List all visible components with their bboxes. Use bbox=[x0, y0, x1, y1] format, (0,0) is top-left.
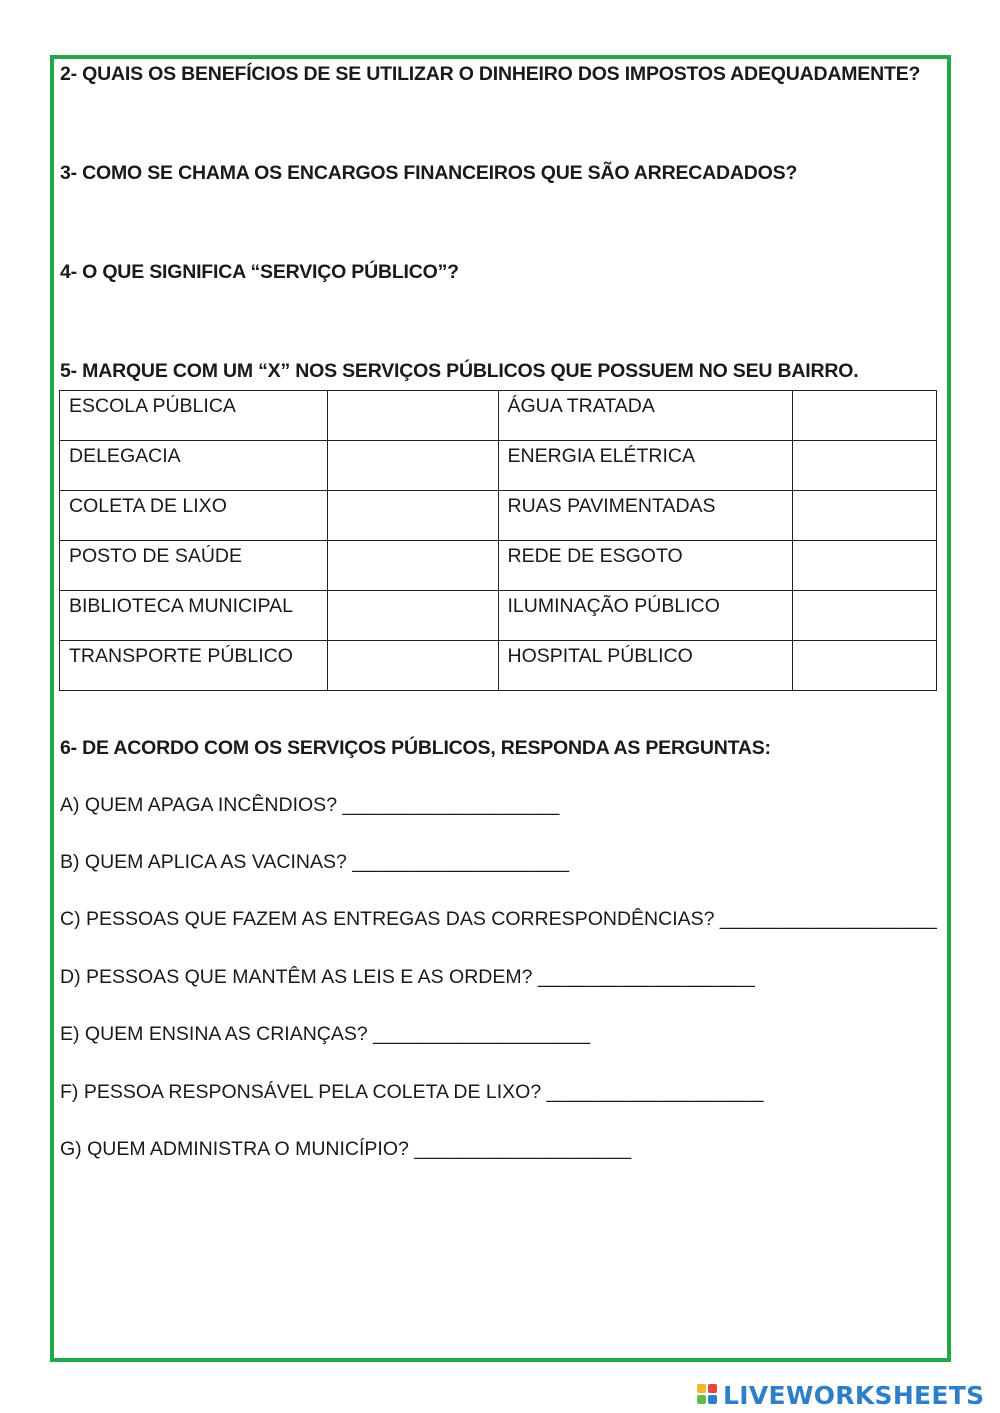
answer-blank-d[interactable]: ____________________ bbox=[537, 966, 755, 988]
sub-question-prompt: C) PESSOAS QUE FAZEM AS ENTREGAS DAS CORRESPONDÊNCIAS? bbox=[60, 908, 715, 930]
sub-question-prompt: A) QUEM APAGA INCÊNDIOS? bbox=[60, 794, 338, 816]
service-check-box[interactable] bbox=[793, 491, 937, 541]
table-row bbox=[60, 641, 937, 691]
question-5: 5- MARQUE COM UM “X” NOS SERVIÇOS PÚBLICOS QUE POSSUEM NO SEU BAIRRO. bbox=[60, 360, 859, 382]
worksheet-frame bbox=[50, 55, 951, 1362]
service-check-box[interactable] bbox=[327, 541, 498, 591]
sub-question-prompt: E) QUEM ENSINA AS CRIANÇAS? bbox=[60, 1023, 368, 1045]
table-row bbox=[60, 391, 937, 441]
service-label: ENERGIA ELÉTRICA bbox=[498, 441, 793, 491]
answer-blank-b[interactable]: ____________________ bbox=[352, 851, 570, 873]
service-label: ESCOLA PÚBLICA bbox=[60, 391, 328, 441]
table-row bbox=[60, 491, 937, 541]
answer-blank-a[interactable]: ____________________ bbox=[342, 794, 560, 816]
question-2: 2- QUAIS OS BENEFÍCIOS DE SE UTILIZAR O DINHEIRO DOS IMPOSTOS ADEQUADAMENTE? bbox=[60, 63, 921, 85]
services-table bbox=[59, 390, 937, 691]
service-label: HOSPITAL PÚBLICO bbox=[498, 641, 793, 691]
service-label: COLETA DE LIXO bbox=[60, 491, 328, 541]
service-label: ÁGUA TRATADA bbox=[498, 391, 793, 441]
table-row bbox=[60, 591, 937, 641]
sub-question-prompt: F) PESSOA RESPONSÁVEL PELA COLETA DE LIXO? bbox=[60, 1081, 542, 1103]
service-check-box[interactable] bbox=[793, 541, 937, 591]
sub-question-prompt: B) QUEM APLICA AS VACINAS? bbox=[60, 851, 347, 873]
service-label: REDE DE ESGOTO bbox=[498, 541, 793, 591]
answer-blank-c[interactable]: ____________________ bbox=[719, 908, 937, 930]
liveworksheets-logo[interactable] bbox=[697, 1380, 984, 1410]
sub-question-e bbox=[60, 1023, 590, 1046]
service-label: POSTO DE SAÚDE bbox=[60, 541, 328, 591]
sub-question-f bbox=[60, 1081, 764, 1104]
sub-question-b bbox=[60, 851, 569, 874]
sub-question-c bbox=[60, 908, 937, 931]
service-label: TRANSPORTE PÚBLICO bbox=[60, 641, 328, 691]
sub-question-g bbox=[60, 1138, 631, 1161]
question-4: 4- O QUE SIGNIFICA “SERVIÇO PÚBLICO”? bbox=[60, 261, 459, 283]
service-check-box[interactable] bbox=[793, 441, 937, 491]
question-3: 3- COMO SE CHAMA OS ENCARGOS FINANCEIROS QUE SÃO ARRECADADOS? bbox=[60, 162, 798, 184]
sub-question-prompt: G) QUEM ADMINISTRA O MUNICÍPIO? bbox=[60, 1138, 409, 1160]
table-row bbox=[60, 541, 937, 591]
answer-blank-e[interactable]: ____________________ bbox=[373, 1023, 591, 1045]
answer-blank-g[interactable]: ____________________ bbox=[414, 1138, 632, 1160]
service-check-box[interactable] bbox=[327, 591, 498, 641]
table-row bbox=[60, 441, 937, 491]
service-check-box[interactable] bbox=[327, 641, 498, 691]
logo-text: LIVEWORKSHEETS bbox=[723, 1380, 985, 1410]
answer-blank-f[interactable]: ____________________ bbox=[546, 1081, 764, 1103]
service-check-box[interactable] bbox=[327, 491, 498, 541]
sub-question-d bbox=[60, 966, 755, 989]
service-check-box[interactable] bbox=[793, 641, 937, 691]
liveworksheets-logo-icon bbox=[697, 1384, 719, 1406]
service-check-box[interactable] bbox=[327, 441, 498, 491]
service-label: RUAS PAVIMENTADAS bbox=[498, 491, 793, 541]
service-check-box[interactable] bbox=[793, 391, 937, 441]
sub-question-prompt: D) PESSOAS QUE MANTÊM AS LEIS E AS ORDEM? bbox=[60, 966, 533, 988]
service-label: DELEGACIA bbox=[60, 441, 328, 491]
question-6: 6- DE ACORDO COM OS SERVIÇOS PÚBLICOS, RESPONDA AS PERGUNTAS: bbox=[60, 737, 771, 759]
service-label: ILUMINAÇÃO PÚBLICO bbox=[498, 591, 793, 641]
sub-question-a bbox=[60, 794, 559, 817]
service-label: BIBLIOTECA MUNICIPAL bbox=[60, 591, 328, 641]
service-check-box[interactable] bbox=[327, 391, 498, 441]
service-check-box[interactable] bbox=[793, 591, 937, 641]
